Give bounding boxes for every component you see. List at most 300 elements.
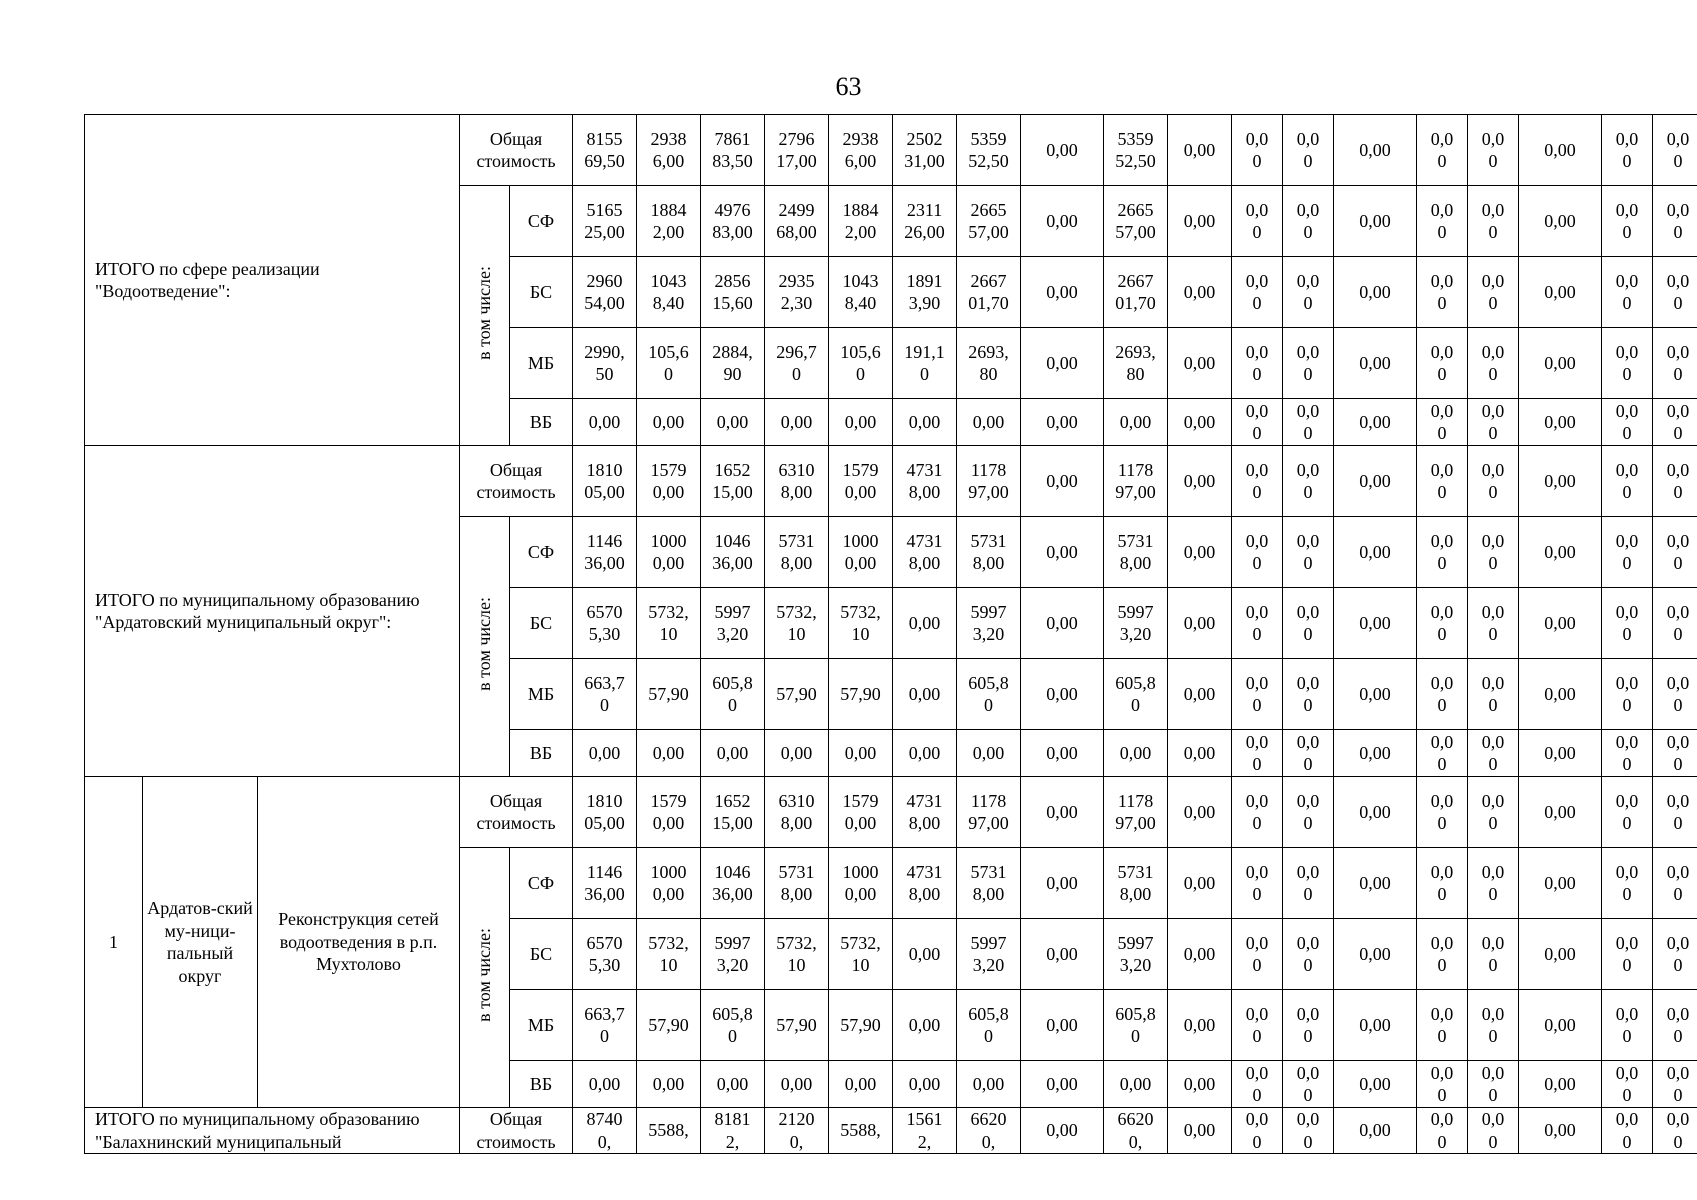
- value-text: 0,00: [1046, 801, 1078, 822]
- value-text: 0,00: [1183, 352, 1216, 373]
- value-text: 0,00: [1359, 210, 1391, 231]
- value-text: 0,00: [652, 1073, 685, 1094]
- value-text: 0,00: [908, 943, 941, 964]
- value-cell: [1417, 257, 1468, 328]
- value-cell: [1334, 848, 1417, 919]
- value-cell: [1468, 399, 1519, 446]
- value-cell: [1602, 848, 1653, 919]
- value-text: 0,00: [972, 411, 1005, 432]
- value-text: 57,90: [776, 683, 817, 704]
- value-text: 114636,00: [584, 861, 625, 904]
- value-text: 81812,: [714, 1109, 751, 1152]
- value-cell: [1468, 848, 1519, 919]
- value-text: 0,00: [1046, 1014, 1078, 1035]
- value-cell: [893, 186, 957, 257]
- value-text: 0,00: [1359, 872, 1391, 893]
- value-text: 0,00: [1245, 199, 1269, 242]
- value-cell: [1653, 1061, 1697, 1108]
- value-cell: [701, 115, 765, 186]
- value-cell: [637, 446, 701, 517]
- value-cell: [765, 328, 829, 399]
- value-text: 0,00: [908, 742, 941, 763]
- value-text: 266701,70: [1115, 270, 1156, 313]
- value-cell: [637, 328, 701, 399]
- value-cell: [1653, 328, 1697, 399]
- value-cell: [1021, 919, 1104, 990]
- value-text: 0,00: [780, 742, 813, 763]
- value-text: 0,00: [1359, 612, 1391, 633]
- value-text: 114636,00: [584, 530, 625, 573]
- value-text: 29352,30: [778, 270, 815, 313]
- funding-source-label: СФ: [510, 517, 573, 588]
- value-text: 0,00: [1296, 341, 1320, 384]
- value-text: 18842,00: [842, 199, 879, 242]
- value-text: 0,00: [1481, 400, 1505, 443]
- value-cell: [1104, 919, 1168, 990]
- value-text: 0,00: [1615, 601, 1639, 644]
- value-cell: [573, 517, 637, 588]
- value-text: 0,00: [1359, 742, 1391, 763]
- value-cell: [701, 730, 765, 777]
- value-cell: [1168, 446, 1232, 517]
- value-cell: [1021, 659, 1104, 730]
- value-cell: [1334, 588, 1417, 659]
- value-text: 0,00: [1430, 790, 1454, 833]
- value-text: 0,00: [1183, 541, 1216, 562]
- value-cell: [1104, 1061, 1168, 1108]
- value-cell: [1519, 919, 1602, 990]
- value-cell: [1021, 848, 1104, 919]
- value-text: 57318,00: [970, 861, 1007, 904]
- value-cell: [1519, 257, 1602, 328]
- value-cell: [1653, 730, 1697, 777]
- value-text: 59973,20: [714, 932, 751, 975]
- value-text: 0,00: [1666, 530, 1690, 573]
- value-cell: [1021, 777, 1104, 848]
- value-cell: [637, 919, 701, 990]
- value-cell: [1519, 777, 1602, 848]
- value-cell: [1334, 446, 1417, 517]
- value-text: 87400,: [586, 1109, 623, 1152]
- value-text: 0,00: [1430, 601, 1454, 644]
- value-cell: [1334, 919, 1417, 990]
- value-text: 0,00: [844, 411, 877, 432]
- value-text: 0,00: [1359, 683, 1391, 704]
- value-cell: [573, 730, 637, 777]
- value-text: 497683,00: [712, 199, 753, 242]
- municipality-name: Ардатов-ский му-ници-пальный округ: [143, 777, 258, 1108]
- value-text: 0,00: [1481, 1062, 1505, 1105]
- value-text: 15612,: [906, 1109, 943, 1152]
- value-cell: [1653, 115, 1697, 186]
- value-text: 0,00: [908, 1014, 941, 1035]
- value-cell: [1232, 186, 1283, 257]
- value-cell: [829, 990, 893, 1061]
- value-cell: [1104, 517, 1168, 588]
- value-text: 57,90: [840, 1014, 881, 1035]
- value-cell: [1168, 186, 1232, 257]
- group-title: ИТОГО по муниципальному образованию "Ардатовский муниципальный округ":: [85, 446, 460, 777]
- value-text: 0,00: [1245, 459, 1269, 502]
- value-cell: [1519, 659, 1602, 730]
- value-cell: [1168, 990, 1232, 1061]
- value-text: 0,00: [1544, 210, 1576, 231]
- value-cell: [765, 848, 829, 919]
- including-label: [460, 848, 510, 1108]
- value-cell: [701, 588, 765, 659]
- value-cell: [1653, 659, 1697, 730]
- value-cell: [1519, 399, 1602, 446]
- value-cell: [829, 328, 893, 399]
- value-cell: [1602, 446, 1653, 517]
- value-cell: [765, 730, 829, 777]
- value-text: 0,00: [1245, 601, 1269, 644]
- page-number: 63: [835, 72, 862, 101]
- value-cell: [1602, 517, 1653, 588]
- value-text: 2693,80: [968, 341, 1009, 384]
- value-cell: [1283, 588, 1334, 659]
- value-text: 29386,00: [842, 128, 879, 171]
- value-text: 181005,00: [584, 459, 625, 502]
- value-cell: [1602, 1108, 1653, 1154]
- value-cell: [1334, 990, 1417, 1061]
- value-text: 0,00: [1046, 139, 1078, 160]
- table-row: [85, 1108, 1697, 1154]
- value-text: 0,00: [1046, 411, 1078, 432]
- value-text: 0,00: [1430, 1109, 1454, 1152]
- value-text: 59973,20: [1117, 601, 1154, 644]
- value-text: 2990,50: [584, 341, 625, 384]
- value-cell: [1519, 1108, 1602, 1154]
- value-cell: [829, 848, 893, 919]
- value-text: 0,00: [1359, 1014, 1391, 1035]
- value-text: 0,00: [652, 411, 685, 432]
- value-text: 0,00: [1183, 872, 1216, 893]
- value-text: 0,00: [780, 1073, 813, 1094]
- value-cell: [957, 848, 1021, 919]
- value-text: 10000,00: [842, 530, 879, 573]
- value-text: 47318,00: [906, 790, 943, 833]
- value-text: 0,00: [908, 612, 941, 633]
- value-text: 0,00: [1359, 801, 1391, 822]
- value-text: 0,00: [1183, 1073, 1216, 1094]
- value-cell: [765, 659, 829, 730]
- value-cell: [1653, 588, 1697, 659]
- value-text: 0,00: [1481, 199, 1505, 242]
- value-cell: [765, 446, 829, 517]
- value-text: 0,00: [1183, 281, 1216, 302]
- value-cell: [1417, 990, 1468, 1061]
- value-cell: [1021, 186, 1104, 257]
- value-text: 0,00: [1615, 1003, 1639, 1046]
- value-cell: [765, 186, 829, 257]
- value-cell: [1334, 1108, 1417, 1154]
- value-text: 0,00: [1544, 943, 1576, 964]
- value-text: 57,90: [840, 683, 881, 704]
- value-cell: [1468, 257, 1519, 328]
- value-text: 0,00: [588, 1073, 621, 1094]
- value-text: 605,80: [1115, 672, 1156, 715]
- value-text: 47318,00: [906, 530, 943, 573]
- value-cell: [1104, 115, 1168, 186]
- value-text: 0,00: [1615, 1062, 1639, 1105]
- value-cell: [1334, 1061, 1417, 1108]
- value-text: 0,00: [1183, 943, 1216, 964]
- value-text: 0,00: [1481, 341, 1505, 384]
- value-text: 0,00: [1245, 270, 1269, 313]
- value-cell: [1334, 257, 1417, 328]
- value-text: 0,00: [972, 1073, 1005, 1094]
- value-cell: [765, 517, 829, 588]
- value-cell: [1168, 115, 1232, 186]
- value-text: 57,90: [776, 1014, 817, 1035]
- table-row: [85, 777, 1697, 848]
- value-text: 117897,00: [968, 790, 1009, 833]
- budget-table: [84, 114, 1697, 1154]
- value-text: 0,00: [1183, 1014, 1216, 1035]
- value-text: 0,00: [1046, 470, 1078, 491]
- value-text: 0,00: [1544, 541, 1576, 562]
- value-cell: [893, 777, 957, 848]
- value-text: 0,00: [652, 742, 685, 763]
- value-cell: [1334, 659, 1417, 730]
- including-text: в том числе:: [474, 596, 495, 691]
- value-text: 10000,00: [650, 530, 687, 573]
- value-text: 0,00: [1359, 943, 1391, 964]
- value-cell: [1168, 919, 1232, 990]
- value-text: 0,00: [1359, 1120, 1391, 1141]
- value-cell: [701, 777, 765, 848]
- value-text: 66200,: [970, 1109, 1007, 1152]
- value-text: 0,00: [1296, 530, 1320, 573]
- value-text: 0,00: [1544, 470, 1576, 491]
- value-cell: [701, 257, 765, 328]
- value-cell: [1468, 517, 1519, 588]
- value-cell: [765, 399, 829, 446]
- value-cell: [1104, 1108, 1168, 1154]
- value-cell: [701, 848, 765, 919]
- value-cell: [1104, 659, 1168, 730]
- value-cell: [1417, 588, 1468, 659]
- value-cell: [1168, 257, 1232, 328]
- value-cell: [1334, 328, 1417, 399]
- value-cell: [1021, 1061, 1104, 1108]
- value-cell: [1232, 115, 1283, 186]
- value-text: 0,00: [1544, 1073, 1576, 1094]
- value-text: 0,00: [1666, 861, 1690, 904]
- value-cell: [701, 186, 765, 257]
- value-cell: [1653, 848, 1697, 919]
- value-cell: [1417, 328, 1468, 399]
- value-cell: [573, 328, 637, 399]
- value-text: 0,00: [1430, 731, 1454, 774]
- value-cell: [1283, 115, 1334, 186]
- value-cell: [957, 399, 1021, 446]
- value-cell: [829, 186, 893, 257]
- value-text: 535952,50: [1115, 128, 1156, 171]
- value-cell: [1232, 990, 1283, 1061]
- value-text: 0,00: [1046, 541, 1078, 562]
- value-cell: [1232, 777, 1283, 848]
- value-text: 57,90: [648, 1014, 689, 1035]
- value-cell: [957, 446, 1021, 517]
- value-cell: [1468, 659, 1519, 730]
- value-cell: [1602, 588, 1653, 659]
- value-text: 0,00: [1544, 1014, 1576, 1035]
- value-text: 279617,00: [776, 128, 817, 171]
- value-text: 0,00: [1430, 341, 1454, 384]
- funding-source-label: МБ: [510, 990, 573, 1061]
- value-text: 0,00: [1544, 612, 1576, 633]
- value-text: 0,00: [1666, 270, 1690, 313]
- value-cell: [637, 115, 701, 186]
- value-cell: [1519, 115, 1602, 186]
- value-cell: [1468, 919, 1519, 990]
- value-text: 59973,20: [970, 601, 1007, 644]
- value-text: 266557,00: [968, 199, 1009, 242]
- value-text: 0,00: [1245, 861, 1269, 904]
- value-text: 0,00: [1296, 400, 1320, 443]
- value-cell: [893, 328, 957, 399]
- value-text: 0,00: [1119, 411, 1152, 432]
- value-cell: [1417, 115, 1468, 186]
- value-text: 0,00: [1245, 932, 1269, 975]
- value-text: 0,00: [1183, 612, 1216, 633]
- value-cell: [1232, 659, 1283, 730]
- row-number: 1: [85, 777, 143, 1108]
- value-cell: [573, 186, 637, 257]
- value-cell: [893, 990, 957, 1061]
- value-cell: [1519, 848, 1602, 919]
- value-text: 0,00: [1430, 672, 1454, 715]
- value-text: 0,00: [1430, 1062, 1454, 1105]
- value-text: 0,00: [1046, 281, 1078, 302]
- value-cell: [1021, 446, 1104, 517]
- value-cell: [637, 1108, 701, 1154]
- value-cell: [893, 399, 957, 446]
- value-cell: [829, 588, 893, 659]
- value-text: 0,00: [1359, 541, 1391, 562]
- value-text: 0,00: [1481, 601, 1505, 644]
- value-cell: [765, 777, 829, 848]
- value-text: 535952,50: [968, 128, 1009, 171]
- value-cell: [957, 919, 1021, 990]
- value-cell: [573, 1108, 637, 1154]
- value-cell: [893, 1108, 957, 1154]
- value-text: 0,00: [1296, 1062, 1320, 1105]
- value-cell: [1602, 1061, 1653, 1108]
- value-cell: [1417, 777, 1468, 848]
- value-cell: [1283, 990, 1334, 1061]
- value-cell: [1653, 919, 1697, 990]
- value-cell: [1653, 517, 1697, 588]
- value-cell: [893, 730, 957, 777]
- funding-source-label: МБ: [510, 659, 573, 730]
- value-cell: [1602, 328, 1653, 399]
- value-cell: [573, 777, 637, 848]
- value-text: 0,00: [1481, 731, 1505, 774]
- value-text: 516525,00: [584, 199, 625, 242]
- value-cell: [573, 115, 637, 186]
- value-cell: [957, 777, 1021, 848]
- value-text: 0,00: [588, 742, 621, 763]
- value-cell: [829, 777, 893, 848]
- total-cost-label: Общая стоимость: [460, 1108, 573, 1154]
- value-text: 0,00: [1430, 861, 1454, 904]
- value-cell: [1021, 730, 1104, 777]
- value-cell: [1283, 399, 1334, 446]
- value-cell: [573, 919, 637, 990]
- value-cell: [1417, 186, 1468, 257]
- value-cell: [573, 1061, 637, 1108]
- value-cell: [1468, 1108, 1519, 1154]
- value-cell: [1168, 517, 1232, 588]
- value-cell: [701, 1108, 765, 1154]
- value-cell: [829, 257, 893, 328]
- project-name: Реконструкция сетей водоотведения в р.п. Мухтолово: [258, 777, 460, 1108]
- value-text: 65705,30: [586, 601, 623, 644]
- value-cell: [1519, 446, 1602, 517]
- value-cell: [957, 659, 1021, 730]
- value-cell: [1519, 1061, 1602, 1108]
- value-cell: [829, 659, 893, 730]
- value-cell: [1602, 730, 1653, 777]
- value-text: 47318,00: [906, 861, 943, 904]
- value-cell: [1283, 1108, 1334, 1154]
- value-text: 29386,00: [650, 128, 687, 171]
- value-text: 0,00: [1183, 801, 1216, 822]
- value-text: 0,00: [1615, 672, 1639, 715]
- value-text: 0,00: [1046, 1120, 1078, 1141]
- value-text: 15790,00: [842, 459, 879, 502]
- value-text: 605,80: [712, 672, 753, 715]
- value-text: 59973,20: [714, 601, 751, 644]
- value-cell: [1168, 777, 1232, 848]
- value-cell: [1168, 1061, 1232, 1108]
- value-cell: [1602, 257, 1653, 328]
- value-cell: [1417, 730, 1468, 777]
- value-cell: [1653, 990, 1697, 1061]
- value-cell: [637, 990, 701, 1061]
- value-cell: [829, 517, 893, 588]
- value-text: 5732,10: [776, 932, 817, 975]
- value-text: 0,00: [1296, 199, 1320, 242]
- value-cell: [1232, 848, 1283, 919]
- value-text: 0,00: [908, 1073, 941, 1094]
- value-cell: [701, 399, 765, 446]
- value-cell: [893, 588, 957, 659]
- value-cell: [1283, 848, 1334, 919]
- value-text: 0,00: [1296, 459, 1320, 502]
- funding-source-label: БС: [510, 919, 573, 990]
- value-text: 5732,10: [648, 601, 689, 644]
- funding-source-label: БС: [510, 588, 573, 659]
- value-text: 63108,00: [778, 459, 815, 502]
- value-cell: [1168, 659, 1232, 730]
- value-text: 117897,00: [1115, 459, 1156, 502]
- value-cell: [765, 990, 829, 1061]
- value-text: 0,00: [1481, 932, 1505, 975]
- value-text: 0,00: [1481, 128, 1505, 171]
- value-text: 0,00: [1359, 470, 1391, 491]
- value-text: 0,00: [908, 683, 941, 704]
- value-cell: [1232, 257, 1283, 328]
- value-text: 165215,00: [712, 790, 753, 833]
- table-row: [85, 446, 1697, 517]
- value-text: 0,00: [1666, 1062, 1690, 1105]
- value-cell: [701, 517, 765, 588]
- value-cell: [1468, 777, 1519, 848]
